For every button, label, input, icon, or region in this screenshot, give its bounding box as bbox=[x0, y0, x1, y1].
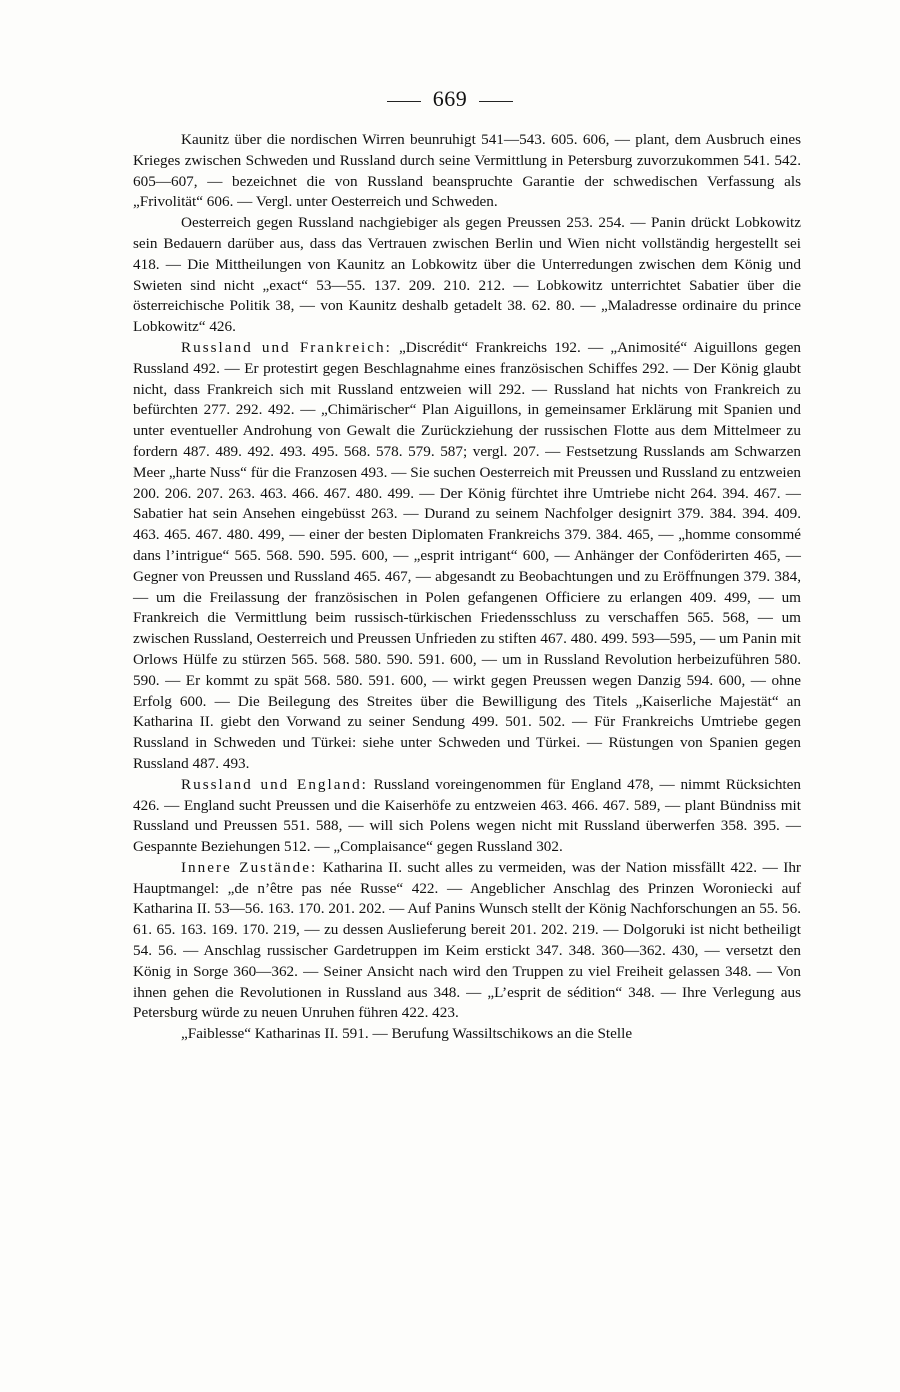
paragraph-innere-zustaende bbox=[133, 858, 801, 1024]
paragraph-russland-frankreich bbox=[133, 338, 801, 775]
paragraph-oesterreich bbox=[133, 213, 801, 338]
paragraph-kaunitz bbox=[133, 130, 801, 213]
paragraph-lead: Innere Zustände: bbox=[181, 858, 318, 876]
page-header bbox=[0, 84, 900, 114]
paragraph-text: Russland voreingenommen für England 478, — nimmt Rücksichten 426. — England sucht Preussen und die Kaiserhöfe zu entzweien 463. 466. 467. 589, — plant Bündniss mit Russland und Preussen 551. 588, — will sich Polens wegen nicht mit Russland überwerfen 358. 395. — Gespannte Beziehungen 512. — „Complaisance“ gegen Russland 302. bbox=[133, 775, 801, 856]
header-rule-right bbox=[479, 101, 513, 102]
paragraph-lead: Russland und England: bbox=[181, 775, 368, 793]
header-rule-left bbox=[387, 101, 421, 102]
paragraph-lead: Russland und Frankreich: bbox=[181, 338, 392, 356]
index-text-body bbox=[133, 130, 801, 1045]
paragraph-russland-england bbox=[133, 775, 801, 858]
paragraph-text: Katharina II. sucht alles zu vermeiden, was der Nation missfällt 422. — Ihr Hauptmangel: „de n’être pas née Russe“ 422. — Angeblicher Anschlag des Prinzen Woroniecki auf Katharina II. 53—56. 163. 170. 201. 202. — Auf Panins Wunsch stellt der König Nachforschungen an 55. 56. 61. 65. 163. 169. 170. 219, — zu dessen Auslieferung bereit 201. 202. 219. — Dolgoruki ist nicht betheiligt 54. 56. — Anschlag russischer Gardetruppen im Keim erstickt 347. 348. 360—362. 430, — versetzt den König in Sorge 360—362. — Seiner Ansicht nach wird den Truppen zu viel Freiheit gelassen 348. — Von ihnen gehen die Revolutionen in Russland aus 348. — „L’esprit de sédition“ 348. — Ihre Verlegung aus Petersburg würde zu neuen Unruhen führen 422. 423. bbox=[133, 858, 801, 1022]
paragraph-text: Oesterreich gegen Russland nachgiebiger als gegen Preussen 253. 254. — Panin drückt Lobkowitz sein Bedauern darüber aus, dass das Vertrauen zwischen Berlin und Wien nicht vollständig hergestellt sei 418. — Die Mittheilungen von Kaunitz an Lobkowitz über die Unterredungen zwischen dem König und Swieten sind nicht „exact“ 53—55. 137. 209. 210. 212. — Lobkowitz unterrichtet Sabatier über die österreichische Politik 38, — von Kaunitz deshalb getadelt 38. 62. 80. — „Maladresse ordinaire du prince Lobkowitz“ 426. bbox=[133, 214, 801, 336]
paragraph-text: „Faiblesse“ Katharinas II. 591. — Berufung Wassiltschikows an die Stelle bbox=[181, 1025, 633, 1043]
paragraph-text: „Discrédit“ Frankreichs 192. — „Animosité“ Aiguillons gegen Russland 492. — Er protestirt gegen Beschlagnahme eines französischen Schiffes 292. — Der König glaubt nicht, dass Frankreich sich mit Russland entzweien will 292. — Russland hat nichts von Frankreich zu befürchten 277. 292. 492. — „Chimärischer“ Plan Aiguillons, in gemeinsamer Erklärung mit Spanien und unter eventueller Androhung von Gewalt die Zurückziehung der russischen Flotte aus dem Mittelmeer zu fordern 487. 489. 492. 493. 495. 568. 578. 579. 587; vergl. 207. — Festsetzung Russlands am Schwarzen Meer „harte Nuss“ für die Franzosen 493. — Sie suchen Oesterreich mit Preussen und Russland zu entzweien 200. 206. 207. 263. 463. 466. 467. 480. 499. — Der König fürchtet ihre Umtriebe nicht 264. 394. 467. — Sabatier hat sein Ansehen eingebüsst 263. — Durand zu seinem Nachfolger designirt 379. 384. 394. 409. 463. 465. 467. 480. 499, — einer der besten Diplomaten Frankreichs 379. 384. 465, — „homme consommé dans l’intrigue“ 565. 568. 590. 595. 600, — „esprit intrigant“ 600, — Anhänger der Conföderirten 465, — Gegner von Preussen und Russland 465. 467, — abgesandt zu Beobachtungen und zu Eröffnungen 379. 384, — um die Freilassung der französischen in Polen gefangenen Officiere zu erlangen 409. 499, — um Frankreich die Vermittlung beim russisch-türkischen Friedensschluss zu verschaffen 565. 568, — um zwischen Russland, Oesterreich und Preussen Unfrieden zu stiften 467. 480. 499. 593—595, — um Panin mit Orlows Hülfe zu stürzen 565. 568. 580. 590. 591. 600, — um in Russland Revolution herbeizuführen 580. 590. — Er kommt zu spät 568. 580. 591. 600, — wirkt gegen Preussen wegen Danzig 594. 600, — ohne Erfolg 600. — Die Beilegung des Streites über die Bewilligung des Titels „Kaiserliche Majestät“ an Katharina II. giebt den Vorwand zu seiner Sendung 499. 501. 502. — Für Frankreichs Umtriebe gegen Russland in Schweden und Türkei: siehe unter Schweden und Türkei. — Rüstungen von Spanien gegen Russland 487. 493. bbox=[133, 338, 802, 772]
page-number: 669 bbox=[432, 86, 468, 111]
paragraph-faiblesse bbox=[133, 1024, 801, 1045]
paragraph-text: Kaunitz über die nordischen Wirren beunruhigt 541—543. 605. 606, — plant, dem Ausbruch eines Krieges zwischen Schweden und Russland durch seine Vermittlung in Petersburg zuvorzukommen 541. 542. 605—607, — bezeichnet die von Russland beanspruchte Garantie der schwedischen Verfassung als „Frivolität“ 606. — Vergl. unter Oesterreich und Schweden. bbox=[133, 131, 801, 211]
